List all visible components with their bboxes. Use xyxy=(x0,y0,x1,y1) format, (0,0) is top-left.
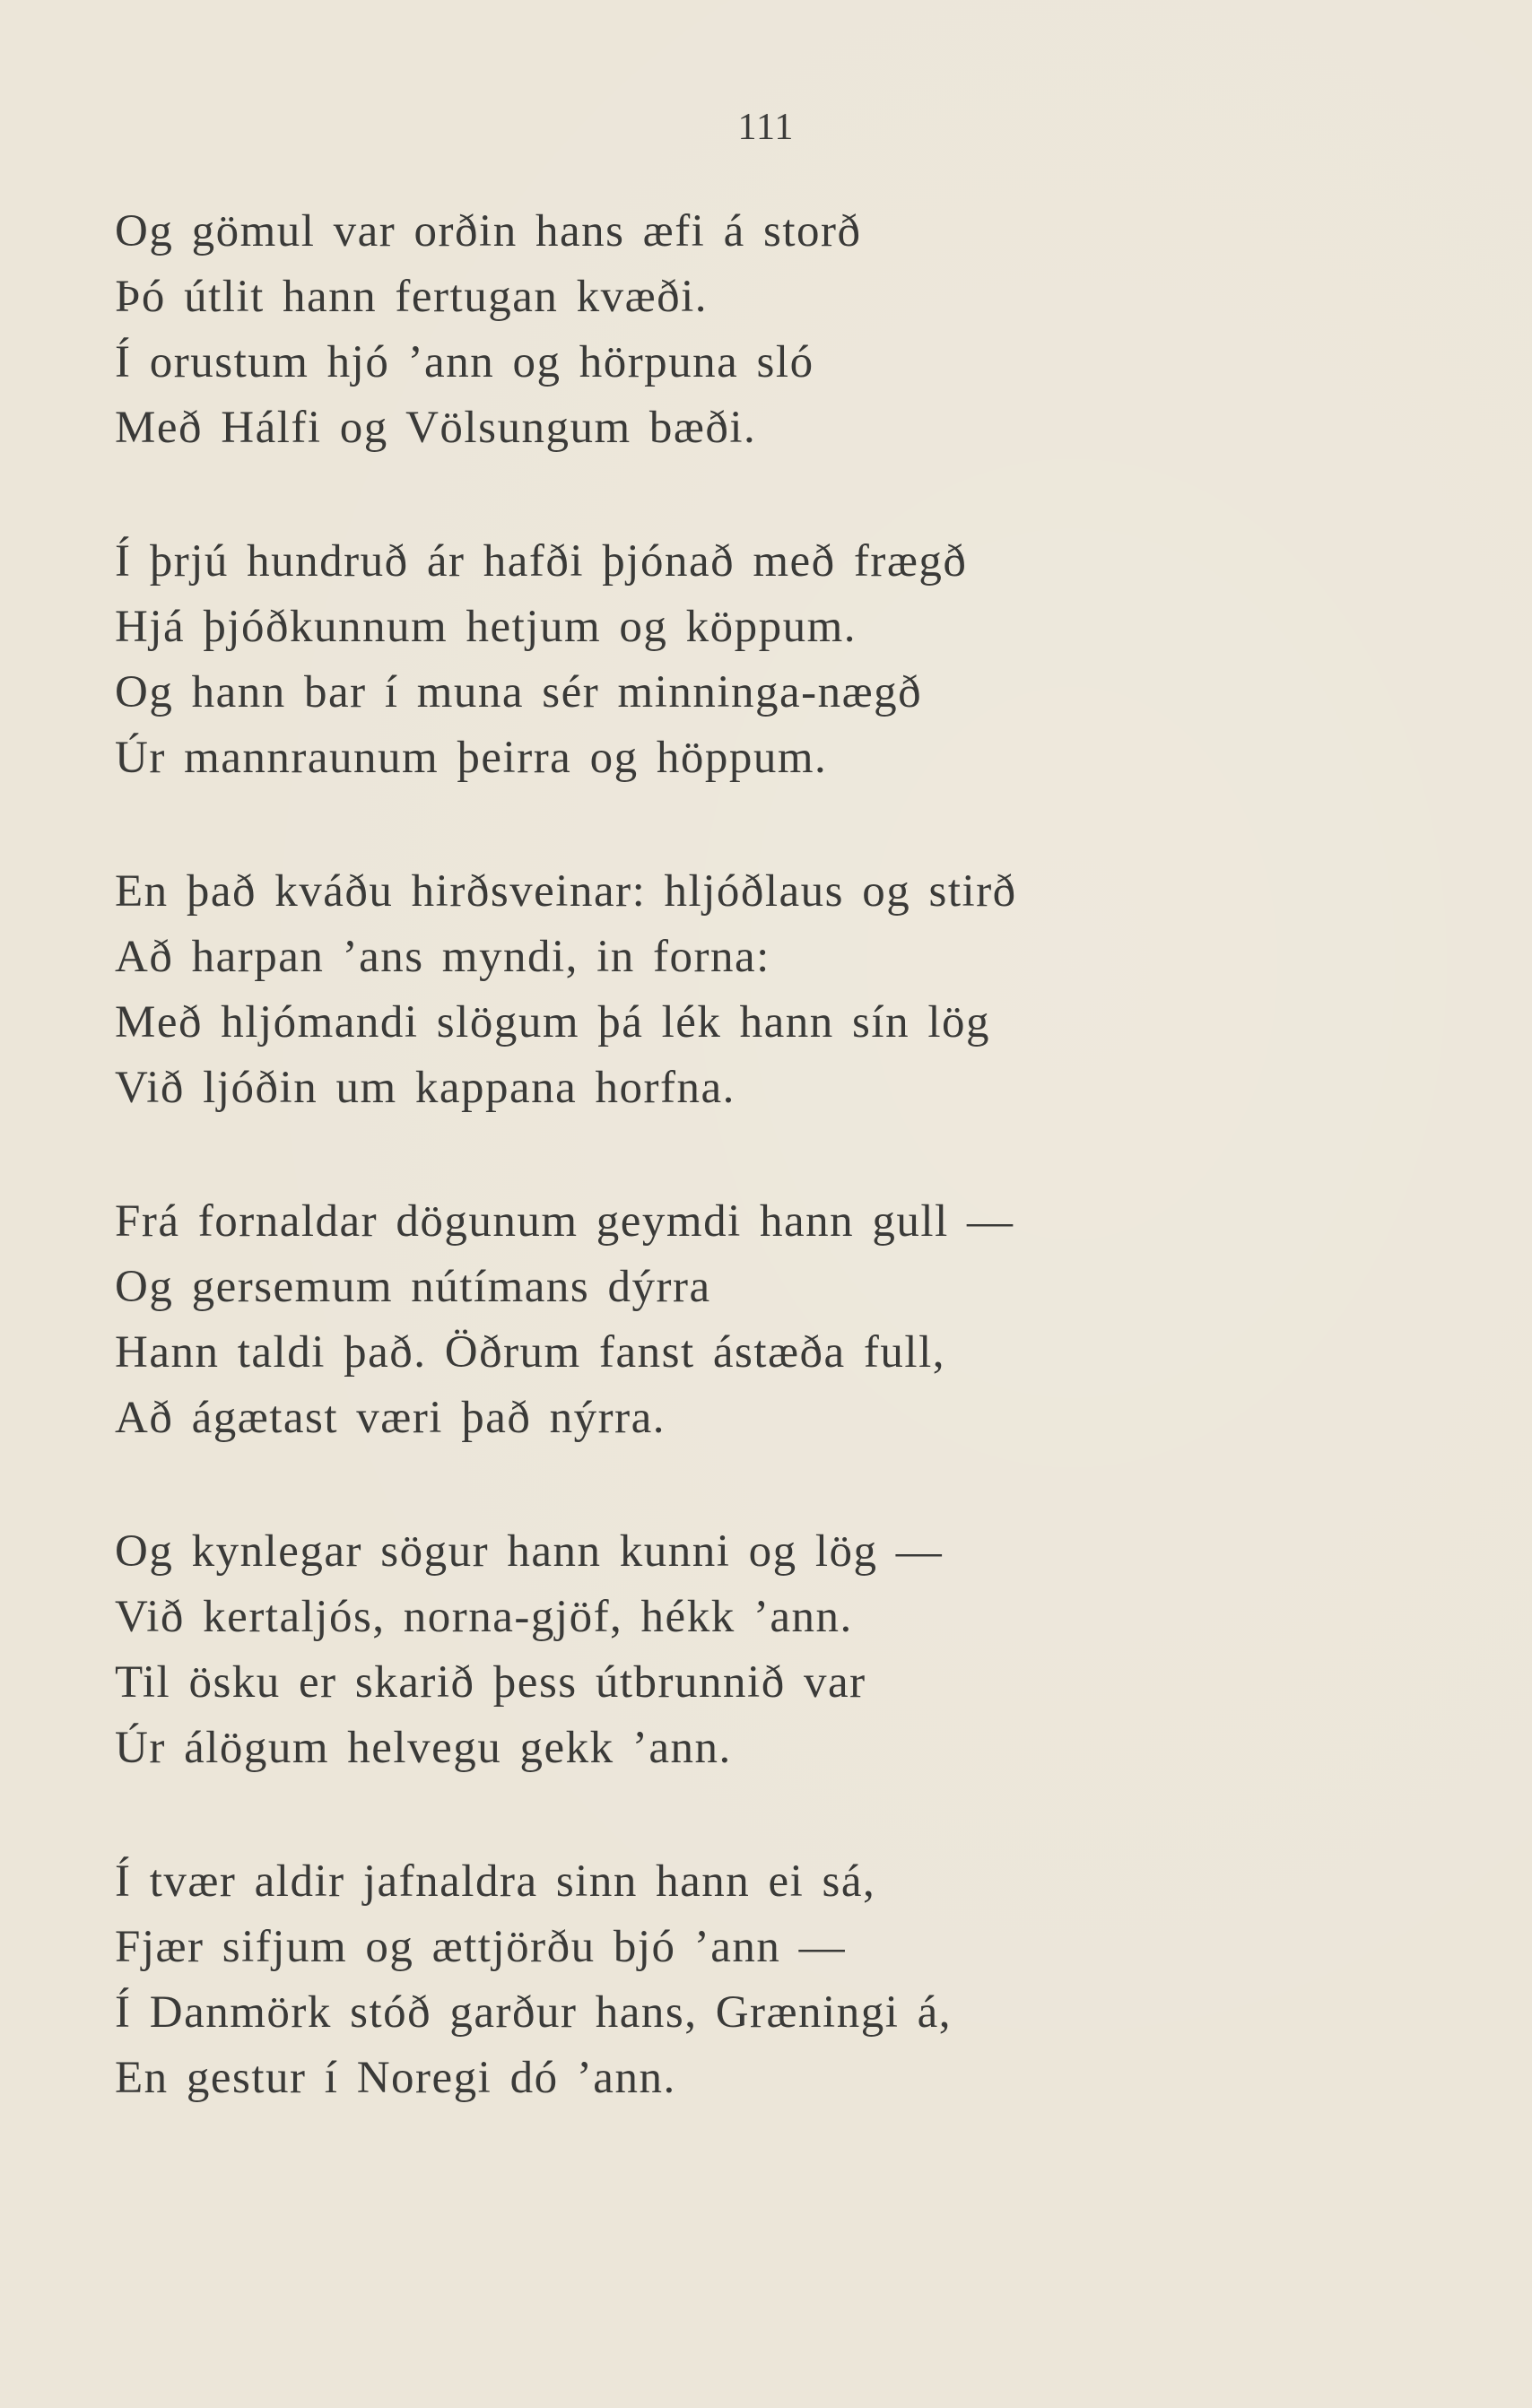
poem-line: Úr mannraunum þeirra og höppum. xyxy=(115,733,828,783)
poem-line: Og gömul var orðin hans æfi á storð xyxy=(115,206,862,256)
poem-line: En það kváðu hirðsveinar: hljóðlaus og stirð xyxy=(115,866,1017,917)
poem-line: Í tvær aldir jafnaldra sinn hann ei sá, xyxy=(115,1856,876,1907)
stanza-2 xyxy=(115,529,1442,791)
poem-line: Úr álögum helvegu gekk ’ann. xyxy=(115,1723,732,1773)
poem-line: Og hann bar í muna sér minninga-nægð xyxy=(115,667,923,717)
page-number: 111 xyxy=(737,107,795,148)
poem-line: Að ágætast væri það nýrra. xyxy=(115,1393,666,1443)
stanza-6 xyxy=(115,1849,1442,2111)
poem-line: Og gersemum nútímans dýrra xyxy=(115,1262,711,1312)
stanza-4 xyxy=(115,1189,1442,1451)
poem-line: Við ljóðin um kappana horfna. xyxy=(115,1063,736,1113)
poem-line: Frá fornaldar dögunum geymdi hann gull — xyxy=(115,1196,1014,1247)
poem-line: Þó útlit hann fertugan kvæði. xyxy=(115,272,709,322)
poem-line: Í orustum hjó ’ann og hörpuna sló xyxy=(115,337,814,387)
poem-line: En gestur í Noregi dó ’ann. xyxy=(115,2053,676,2103)
poem-line: Með Hálfi og Völsungum bæði. xyxy=(115,403,757,453)
poem-line: Fjær sifjum og ættjörðu bjó ’ann — xyxy=(115,1922,847,1972)
poem-line: Við kertaljós, norna-gjöf, hékk ’ann. xyxy=(115,1592,853,1642)
poem-line: Til ösku er skarið þess útbrunnið var xyxy=(115,1657,866,1708)
poem-line: Að harpan ’ans myndi, in forna: xyxy=(115,932,770,982)
stanza-1 xyxy=(115,199,1442,461)
poem-line: Og kynlegar sögur hann kunni og lög — xyxy=(115,1526,944,1577)
stanza-3 xyxy=(115,859,1442,1121)
poem-line: Hann taldi það. Öðrum fanst ástæða full, xyxy=(115,1327,945,1378)
poem-line: Með hljómandi slögum þá lék hann sín lög xyxy=(115,997,990,1048)
poem-line: Í þrjú hundruð ár hafði þjónað með frægð xyxy=(115,536,968,587)
poem-line: Hjá þjóðkunnum hetjum og köppum. xyxy=(115,602,857,652)
stanza-5 xyxy=(115,1519,1442,1781)
poem-line: Í Danmörk stóð garður hans, Græningi á, xyxy=(115,1987,953,2038)
poem xyxy=(115,199,1442,2179)
